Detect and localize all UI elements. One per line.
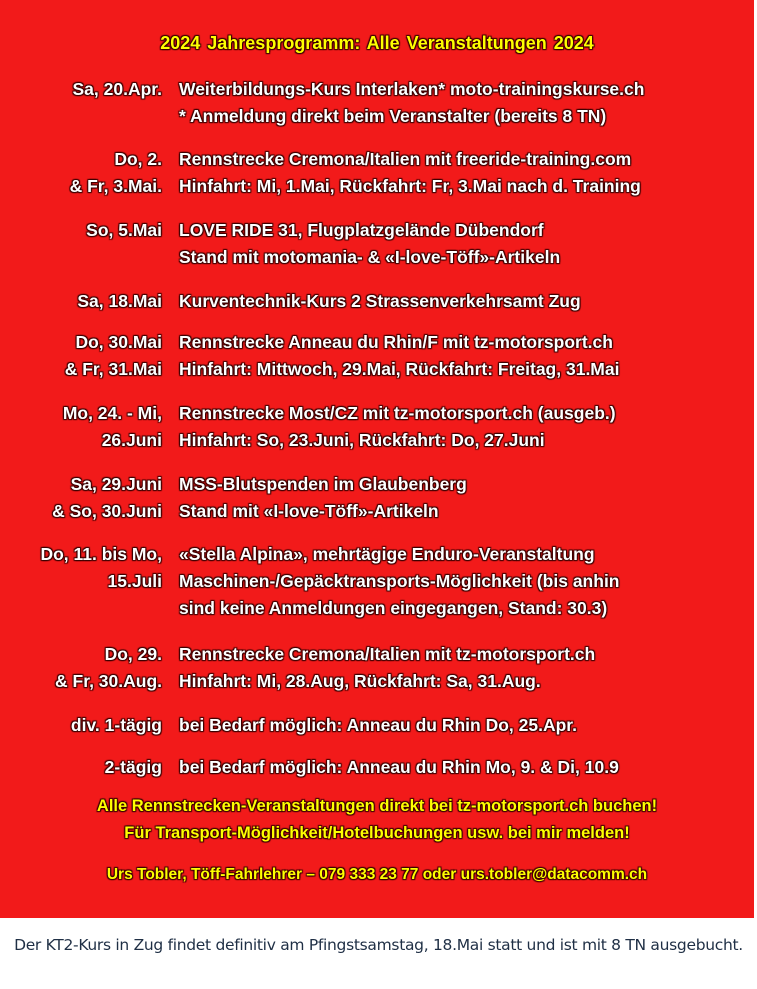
event-date: Mo, 24. - Mi, 26.Juni (62, 403, 162, 450)
event-description: Rennstrecke Cremona/Italien mit tz-motorsport.ch Hinfahrt: Mi, 28.Aug, Rückfahrt: Sa, 31.Aug. (179, 644, 596, 691)
event-date: 2-tägig (104, 757, 162, 777)
image-caption: Der KT2-Kurs in Zug findet definitiv am Pfingstsamstag, 18.Mai statt und ist mit 8 TN ausgebucht. (14, 936, 743, 954)
event-date: Do, 11. bis Mo, 15.Juli (40, 544, 162, 591)
event-date: Sa, 18.Mai (77, 291, 162, 311)
event-description: Rennstrecke Anneau du Rhin/F mit tz-motorsport.ch Hinfahrt: Mittwoch, 29.Mai, Rückfahrt: Freitag, 31.Mai (179, 332, 620, 379)
event-date: Do, 30.Mai & Fr, 31.Mai (64, 332, 162, 379)
event-description: bei Bedarf möglich: Anneau du Rhin Mo, 9. & Di, 10.9 (179, 757, 619, 777)
booking-note: Alle Rennstrecken-Veranstaltungen direkt bei tz-motorsport.ch buchen! (96, 797, 658, 815)
program-title: 2024 Jahresprogramm: Alle Veranstaltungen 2024 (160, 33, 594, 53)
event-description: Weiterbildungs-Kurs Interlaken* moto-trainingskurse.ch * Anmeldung direkt beim Veranstalter (bereits 8 TN) (179, 79, 645, 126)
event-description: LOVE RIDE 31, Flugplatzgelände Dübendorf Stand mit motomania- & «I-love-Töff»-Artikeln (179, 220, 561, 267)
event-date: Do, 29. & Fr, 30.Aug. (55, 644, 162, 691)
event-date: div. 1-tägig (70, 715, 162, 735)
event-date: Sa, 20.Apr. (72, 79, 162, 99)
transport-note: Für Transport-Möglichkeit/Hotelbuchungen usw. bei mir melden! (124, 824, 630, 842)
event-date: Do, 2. & Fr, 3.Mai. (69, 149, 162, 196)
event-description: Kurventechnik-Kurs 2 Strassenverkehrsamt Zug (179, 291, 581, 311)
event-description: bei Bedarf möglich: Anneau du Rhin Do, 25.Apr. (179, 715, 577, 735)
event-description: Rennstrecke Most/CZ mit tz-motorsport.ch (ausgeb.) Hinfahrt: So, 23.Juni, Rückfahrt: Do, 27.Juni (179, 403, 616, 450)
event-date: Sa, 29.Juni & So, 30.Juni (52, 474, 162, 521)
event-description: MSS-Blutspenden im Glaubenberg Stand mit «I-love-Töff»-Artikeln (179, 474, 467, 521)
event-date: So, 5.Mai (86, 220, 162, 240)
event-description: «Stella Alpina», mehrtägige Enduro-Veranstaltung Maschinen-/Gepäcktransports-Möglichkeit (bis anhin sind keine Anmeldungen eingegangen, Stand: 30.3) (179, 544, 620, 618)
event-description: Rennstrecke Cremona/Italien mit freeride-training.com Hinfahrt: Mi, 1.Mai, Rückfahrt: Fr, 3.Mai nach d. Training (179, 149, 641, 196)
contact-line: Urs Tobler, Töff-Fahrlehrer – 079 333 23 77 oder urs.tobler@datacomm.ch (106, 866, 648, 883)
